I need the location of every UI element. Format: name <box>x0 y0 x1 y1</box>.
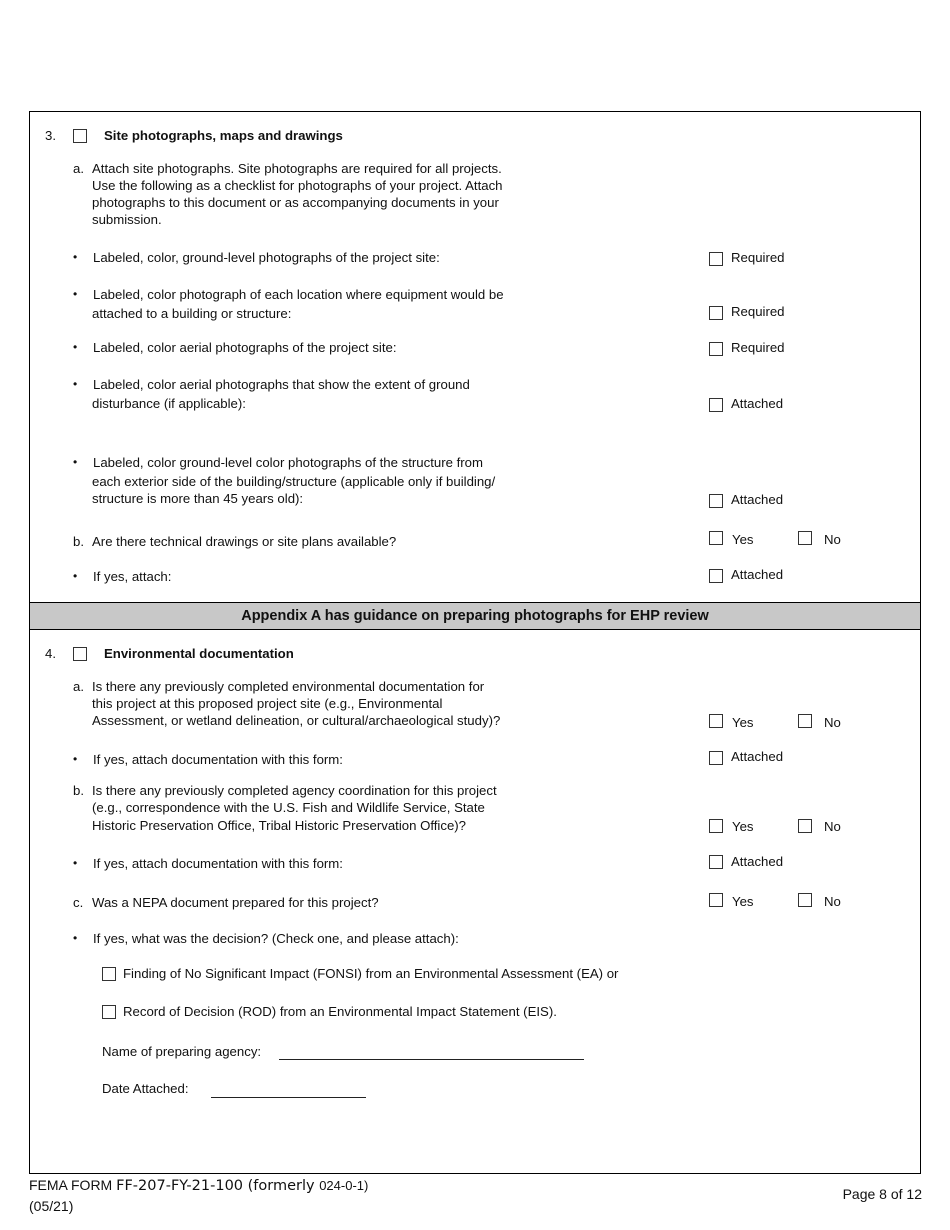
yes-label: Yes <box>732 894 754 909</box>
appendix-banner: Appendix A has guidance on preparing photographs for EHP review <box>30 602 920 630</box>
section-3-number: 3. <box>45 128 56 143</box>
bullet: • <box>73 931 78 945</box>
no-label: No <box>824 894 841 909</box>
photo-item-text: Labeled, color aerial photographs that show the extent of ground <box>93 377 470 392</box>
yes-label: Yes <box>732 715 754 730</box>
section-4a-followup: If yes, attach documentation with this form: <box>93 752 343 767</box>
section-3b-question: Are there technical drawings or site plans available? <box>92 534 397 549</box>
photo-item-status: Required <box>731 340 785 355</box>
bullet: • <box>73 287 78 301</box>
section-3a-line: Use the following as a checklist for photographs of your project. Attach <box>92 178 503 193</box>
page-number: Page 8 of 12 <box>842 1186 922 1202</box>
bullet: • <box>73 377 78 391</box>
section-3b-marker: b. <box>73 534 84 549</box>
section-4c-marker: c. <box>73 895 84 910</box>
photo-item-checkbox[interactable] <box>709 252 723 266</box>
form-id-number: FF-207-FY-21-100 (formerly <box>116 1178 320 1194</box>
yes-label: Yes <box>732 532 754 547</box>
agency-input-line[interactable] <box>279 1059 584 1060</box>
no-label: No <box>824 532 841 547</box>
yes-label: Yes <box>732 819 754 834</box>
photo-item-status: Required <box>731 250 785 265</box>
section-4c-question: Was a NEPA document prepared for this project? <box>92 895 379 910</box>
photo-item-status: Attached <box>731 492 784 507</box>
photo-item-checkbox[interactable] <box>709 306 723 320</box>
section-4b-line: (e.g., correspondence with the U.S. Fish and Wildlife Service, State <box>92 800 485 815</box>
bullet: • <box>73 856 78 870</box>
section-4a-attached-checkbox[interactable] <box>709 751 723 765</box>
section-4b-yes-checkbox[interactable] <box>709 819 723 833</box>
photo-item-text: each exterior side of the building/structure (applicable only if building/ <box>92 474 496 489</box>
photo-item-text: disturbance (if applicable): <box>92 396 246 411</box>
section-4c-yes-checkbox[interactable] <box>709 893 723 907</box>
section-3-title: Site photographs, maps and drawings <box>104 128 343 143</box>
section-4a-marker: a. <box>73 679 84 694</box>
photo-item-checkbox[interactable] <box>709 342 723 356</box>
date-input-line[interactable] <box>211 1097 366 1098</box>
no-label: No <box>824 715 841 730</box>
section-3a-line: submission. <box>92 212 162 227</box>
section-4b-no-checkbox[interactable] <box>798 819 812 833</box>
photo-item-text: Labeled, color aerial photographs of the project site: <box>93 340 397 355</box>
section-4b-attached-checkbox[interactable] <box>709 855 723 869</box>
bullet: • <box>73 340 78 354</box>
section-4b-marker: b. <box>73 783 84 798</box>
section-4b-followup: If yes, attach documentation with this form: <box>93 856 343 871</box>
section-4a-line: this project at this proposed project site (e.g., Environmental <box>92 696 443 711</box>
section-4a-yes-checkbox[interactable] <box>709 714 723 728</box>
section-3b-yes-checkbox[interactable] <box>709 531 723 545</box>
rod-option-label: Record of Decision (ROD) from an Environmental Impact Statement (EIS). <box>123 1004 557 1019</box>
section-4a-no-checkbox[interactable] <box>798 714 812 728</box>
attached-label: Attached <box>731 854 784 869</box>
date-label: Date Attached: <box>102 1081 189 1096</box>
section-3a-line: photographs to this document or as accompanying documents in your <box>92 195 499 210</box>
section-3a-line: Attach site photographs. Site photographs are required for all projects. <box>92 161 502 176</box>
no-label: No <box>824 819 841 834</box>
section-4b-line: Historic Preservation Office, Tribal Historic Preservation Office)? <box>92 818 467 833</box>
section-4c-followup: If yes, what was the decision? (Check one, and please attach): <box>93 931 459 946</box>
photo-item-text: Labeled, color photograph of each location where equipment would be <box>93 287 504 302</box>
section-4-checkbox[interactable] <box>73 647 87 661</box>
photo-item-checkbox[interactable] <box>709 494 723 508</box>
form-id-old: 024-0-1) <box>319 1178 369 1193</box>
photo-item-text: structure is more than 45 years old): <box>92 491 304 506</box>
fonsi-option-label: Finding of No Significant Impact (FONSI) from an Environmental Assessment (EA) or <box>123 966 619 981</box>
bullet: • <box>73 569 78 583</box>
form-date: (05/21) <box>29 1198 74 1214</box>
section-3-checkbox[interactable] <box>73 129 87 143</box>
section-4b-line: Is there any previously completed agency coordination for this project <box>92 783 497 798</box>
section-3b-followup: If yes, attach: <box>93 569 172 584</box>
section-4c-no-checkbox[interactable] <box>798 893 812 907</box>
rod-checkbox[interactable] <box>102 1005 116 1019</box>
form-id <box>29 1175 368 1196</box>
attached-label: Attached <box>731 567 784 582</box>
bullet: • <box>73 455 78 469</box>
photo-item-text: Labeled, color ground-level color photographs of the structure from <box>93 455 483 470</box>
fonsi-checkbox[interactable] <box>102 967 116 981</box>
form-id-prefix: FEMA FORM <box>29 1177 117 1193</box>
section-4a-line: Assessment, or wetland delineation, or cultural/archaeological study)? <box>92 713 501 728</box>
section-4a-line: Is there any previously completed environmental documentation for <box>92 679 485 694</box>
attached-label: Attached <box>731 749 784 764</box>
section-3b-no-checkbox[interactable] <box>798 531 812 545</box>
photo-item-text: attached to a building or structure: <box>92 306 292 321</box>
bullet: • <box>73 752 78 766</box>
photo-item-status: Attached <box>731 396 784 411</box>
section-4-title: Environmental documentation <box>104 646 294 661</box>
photo-item-text: Labeled, color, ground-level photographs of the project site: <box>93 250 440 265</box>
section-3a-marker: a. <box>73 161 84 176</box>
agency-label: Name of preparing agency: <box>102 1044 262 1059</box>
section-4-number: 4. <box>45 646 56 661</box>
section-3b-attached-checkbox[interactable] <box>709 569 723 583</box>
bullet: • <box>73 250 78 264</box>
photo-item-checkbox[interactable] <box>709 398 723 412</box>
photo-item-status: Required <box>731 304 785 319</box>
